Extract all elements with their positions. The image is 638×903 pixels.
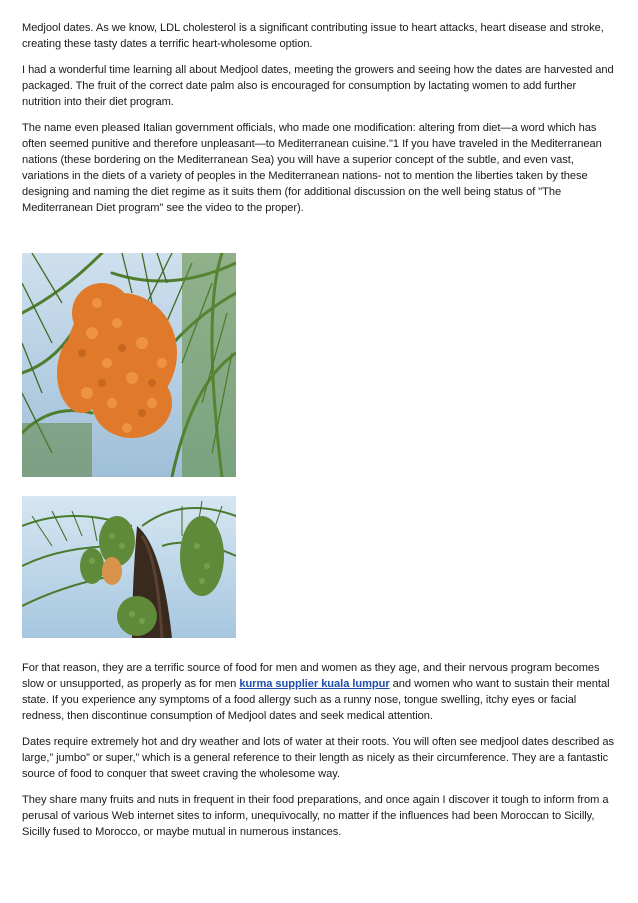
paragraph-2: I had a wonderful time learning all about Medjool dates, meeting the growers and seeing how the dates are harvested and packaged. The fruit of the correct date palm also is encouraged for consumption by lactating women to add further nutrition into their diet program. xyxy=(22,64,614,108)
paragraph-4 xyxy=(22,660,618,724)
kurma-supplier-link[interactable]: kurma supplier kuala lumpur xyxy=(239,678,390,690)
article-bottom xyxy=(22,660,618,850)
paragraph-5: Dates require extremely hot and dry weather and lots of water at their roots. You will often see medjool dates described as large,” jumbo” or super,” which is a general reference to their length as nicely as their circumference. They are a fantastic source of food to conquer that sweet craving the wholesome way. xyxy=(22,736,615,780)
date-palm-green-fruit-photo xyxy=(22,496,236,638)
paragraph-6: They share many fruits and nuts in frequent in their food preparations, and once again I discover it tough to inform from a perusal of various Web internet sites to inform, unequivocally, no matter if the influences had been Moroccan to Sicilly, Sicilly fused to Morocco, or maybe mutual in numerous instances. xyxy=(22,794,609,838)
paragraph-4-before: For that reason, they are a terrific source of food for men and women as they age, and their nervous program becomes slow or unsupported, as properly as for men xyxy=(22,662,600,690)
paragraph-4-after: and women who want to sustain their mental state. If you experience any symptoms of a food allergy such as a runny nose, tongue swelling, itchy eyes or facial redness, then discontinue consumption of Medjool dates and seek medical attention. xyxy=(22,678,610,722)
paragraph-3: The name even pleased Italian government officials, who made one modification: altering from diet—a word which has often seemed punitive and therefore unpleasant—to Mediterranean cuisine."1 If you have traveled in the Mediterranean nations (these bordering on the Mediterranean Sea) you will have a superior concept of the subtle, and even vast, variations in the diets of a variety of peoples in the Mediterranean nations- not to mention the liberties taken by these designing and naming the diet regime as it suits them (for additional discussion on the well being status of "The Mediterranean Diet program" see the video to the proper). xyxy=(22,122,602,214)
date-palm-orange-fruit-photo xyxy=(22,253,236,477)
article-top xyxy=(22,20,618,216)
paragraph-1: Medjool dates. As we know, LDL cholesterol is a significant contributing issue to heart attacks, heart disease and stroke, creating these tasty dates a terrific heart-wholesome option. xyxy=(22,22,604,50)
